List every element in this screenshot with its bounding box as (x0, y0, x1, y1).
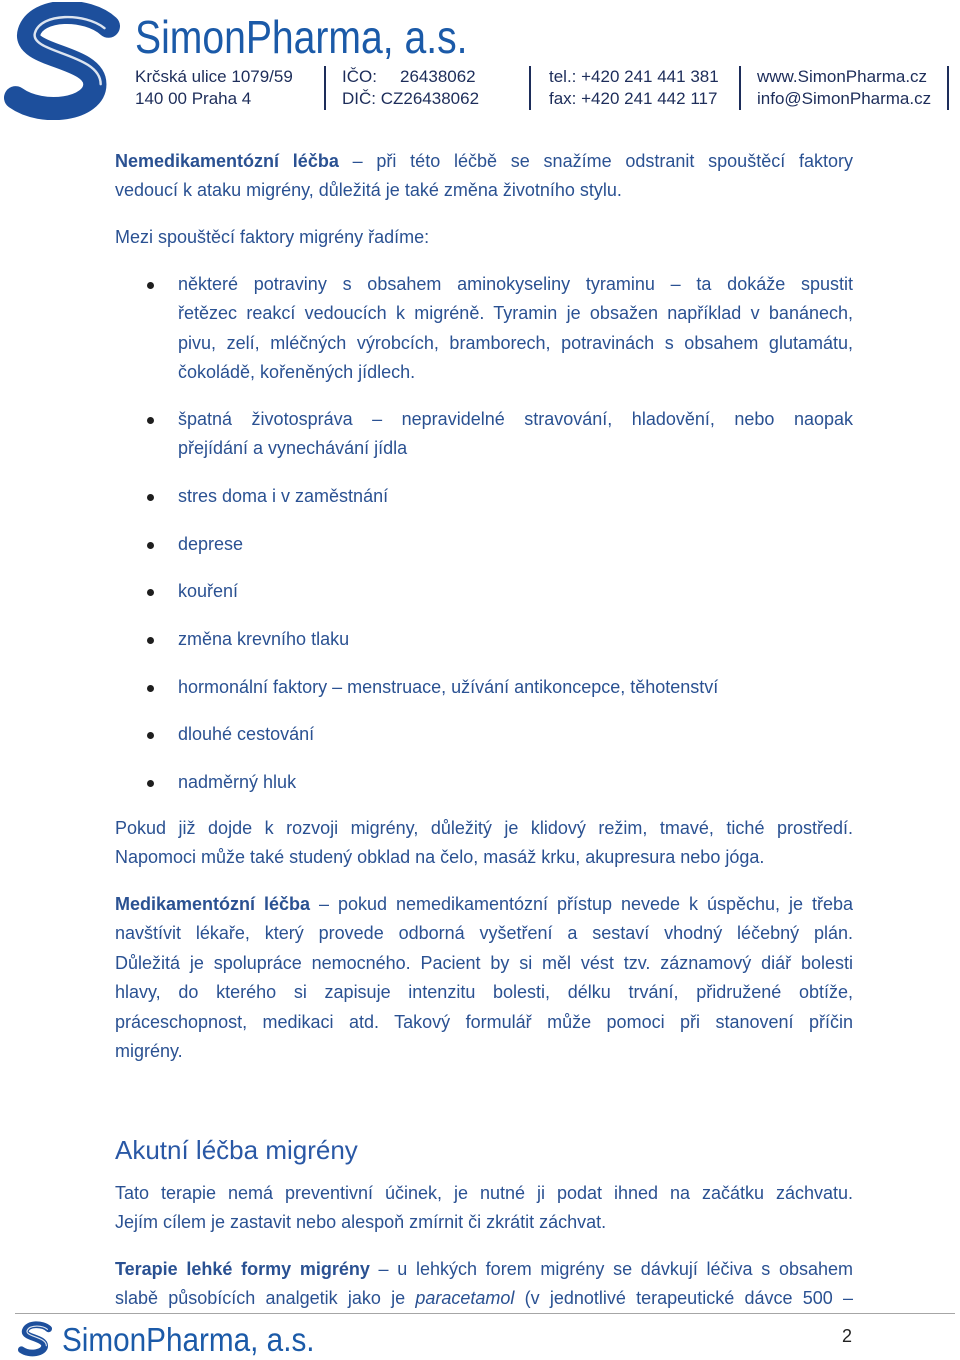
paragraph-line: Jejím cílem je zastavit nebo alespoň zmírnit či zkrátit záchvat. (115, 1212, 607, 1233)
pharm-term: Medikamentózní léčba (115, 894, 311, 914)
paragraph-line: hlavy, do kterého si zapisuje intenzitu bolesti, délku trvání, přidružené obtíže, (115, 982, 853, 1003)
company-name: SimonPharma, a.s. (135, 11, 468, 63)
fax-number: fax: +420 241 442 117 (549, 89, 718, 108)
triggers-intro-paragraph (115, 223, 853, 252)
website-link[interactable]: www.SimonPharma.cz (757, 67, 928, 86)
nonpharm-paragraph (115, 147, 853, 206)
mild-therapy-term: Terapie lehké formy migrény (115, 1259, 370, 1279)
ico-value: 26438062 (400, 67, 476, 86)
trigger-item-line: změna krevního tlaku (178, 629, 350, 649)
line-text: (v jednotlivé terapeutické dávce 500 – (524, 1288, 853, 1309)
dic-value: DIČ: CZ26438062 (342, 89, 480, 108)
trigger-item-line: špatná životospráva – nepravidelné stravování, hladovění, nebo naopak (178, 409, 853, 429)
paragraph-line: Napomoci může také studený obklad na čelo, masáž krku, akupresura nebo jóga. (115, 847, 765, 868)
paragraph-line (115, 1284, 853, 1313)
bullet-icon (147, 685, 154, 692)
paragraph-line (115, 890, 853, 919)
bullet-icon (147, 282, 154, 289)
bullet-icon (147, 494, 154, 501)
trigger-item-text (178, 625, 853, 654)
email-link[interactable]: info@SimonPharma.cz (757, 89, 932, 108)
section-heading: Akutní léčba migrény (115, 1135, 358, 1165)
trigger-item-text (178, 482, 853, 511)
bullet-icon (147, 542, 154, 549)
trigger-item-text (178, 720, 853, 749)
trigger-item-line: nadměrný hluk (178, 772, 297, 792)
header-divider (947, 66, 949, 110)
footer-company-name: SimonPharma, a.s. (62, 1321, 315, 1358)
paragraph-line: práceschopnost, medikaci atd. Takový formulář může pomoci při stanovení příčin (115, 1011, 853, 1032)
trigger-item-text (178, 530, 853, 559)
trigger-item-text (178, 577, 853, 606)
trigger-item-line: některé potraviny s obsahem aminokyseliny tyraminu – ta dokáže spustit (178, 274, 853, 294)
trigger-item-line: hormonální faktory – menstruace, užívání antikoncepce, těhotenství (178, 677, 719, 697)
mild-therapy-paragraph (115, 1255, 853, 1314)
bullet-icon (147, 780, 154, 787)
trigger-item-line: kouření (178, 581, 239, 601)
drug-name: paracetamol (415, 1288, 515, 1309)
ico-label: IČO: (342, 67, 377, 86)
nonpharm-term: Nemedikamentózní léčba (115, 151, 339, 171)
trigger-item-line: deprese (178, 534, 244, 554)
trigger-item-text (178, 405, 853, 464)
page-number: 2 (842, 1326, 853, 1346)
line-text: – u lehkých forem migrény se dávkují léčiva s obsahem (378, 1259, 853, 1279)
address-city: 140 00 Praha 4 (135, 89, 252, 108)
trigger-item-line: pivu, zelí, mléčných výrobcích, bramborech, potravinách s obsahem glutamátu, (178, 332, 853, 353)
address-street: Krčská ulice 1079/59 (135, 67, 293, 86)
paragraph-line: Tato terapie nemá preventivní účinek, je nutné ji podat ihned na začátku záchvatu. (115, 1183, 853, 1203)
paragraph-line: Pokud již dojde k rozvoji migrény, důležitý je klidový režim, tmavé, tiché prostředí. (115, 818, 853, 838)
phone-number: tel.: +420 241 441 381 (549, 67, 719, 86)
footer-divider (15, 1313, 955, 1314)
paragraph-line (115, 147, 853, 176)
trigger-item-line: dlouhé cestování (178, 724, 315, 744)
triggers-intro: Mezi spouštěcí faktory migrény řadíme: (115, 227, 430, 247)
paragraph-line: vedoucí k ataku migrény, důležitá je také změna životního stylu. (115, 180, 622, 201)
header-divider (739, 66, 741, 110)
trigger-item-text (178, 673, 853, 702)
line-text: slabě působících analgetik jako je (115, 1288, 406, 1309)
trigger-item-line: čokoládě, kořeněných jídlech. (178, 362, 416, 383)
bullet-icon (147, 417, 154, 424)
simonpharma-s-logo-icon (18, 1321, 52, 1357)
trigger-item-line: stres doma i v zaměstnání (178, 486, 389, 506)
trigger-item-text (178, 270, 853, 388)
paragraph-line (115, 1255, 853, 1284)
bullet-icon (147, 637, 154, 644)
trigger-item-line: přejídání a vynechávání jídla (178, 438, 408, 459)
header-divider (529, 66, 531, 110)
paragraph-line: migrény. (115, 1040, 183, 1061)
acute-intro-paragraph (115, 1179, 853, 1238)
trigger-item-text (178, 768, 853, 797)
attack-care-paragraph (115, 814, 853, 873)
bullet-icon (147, 589, 154, 596)
pharm-paragraph (115, 890, 853, 1066)
line-text: – pokud nemedikamentózní přístup nevede k úspěchu, je třeba (318, 894, 853, 914)
line-text: – při této léčbě se snažíme odstranit spouštěcí faktory (352, 151, 853, 171)
trigger-item-line: řetězec reakcí vedoucích k migréně. Tyramin je obsažen například v banánech, (178, 303, 853, 324)
paragraph-line: navštívit lékaře, který provede odborná vyšetření a sestaví vhodný léčebný plán. (115, 923, 853, 944)
paragraph-line: Důležitá je spolupráce nemocného. Pacient by si měl vést tzv. záznamový diář bolesti (115, 952, 853, 973)
header-divider (324, 66, 326, 110)
simonpharma-s-logo-icon (4, 2, 120, 120)
bullet-icon (147, 732, 154, 739)
